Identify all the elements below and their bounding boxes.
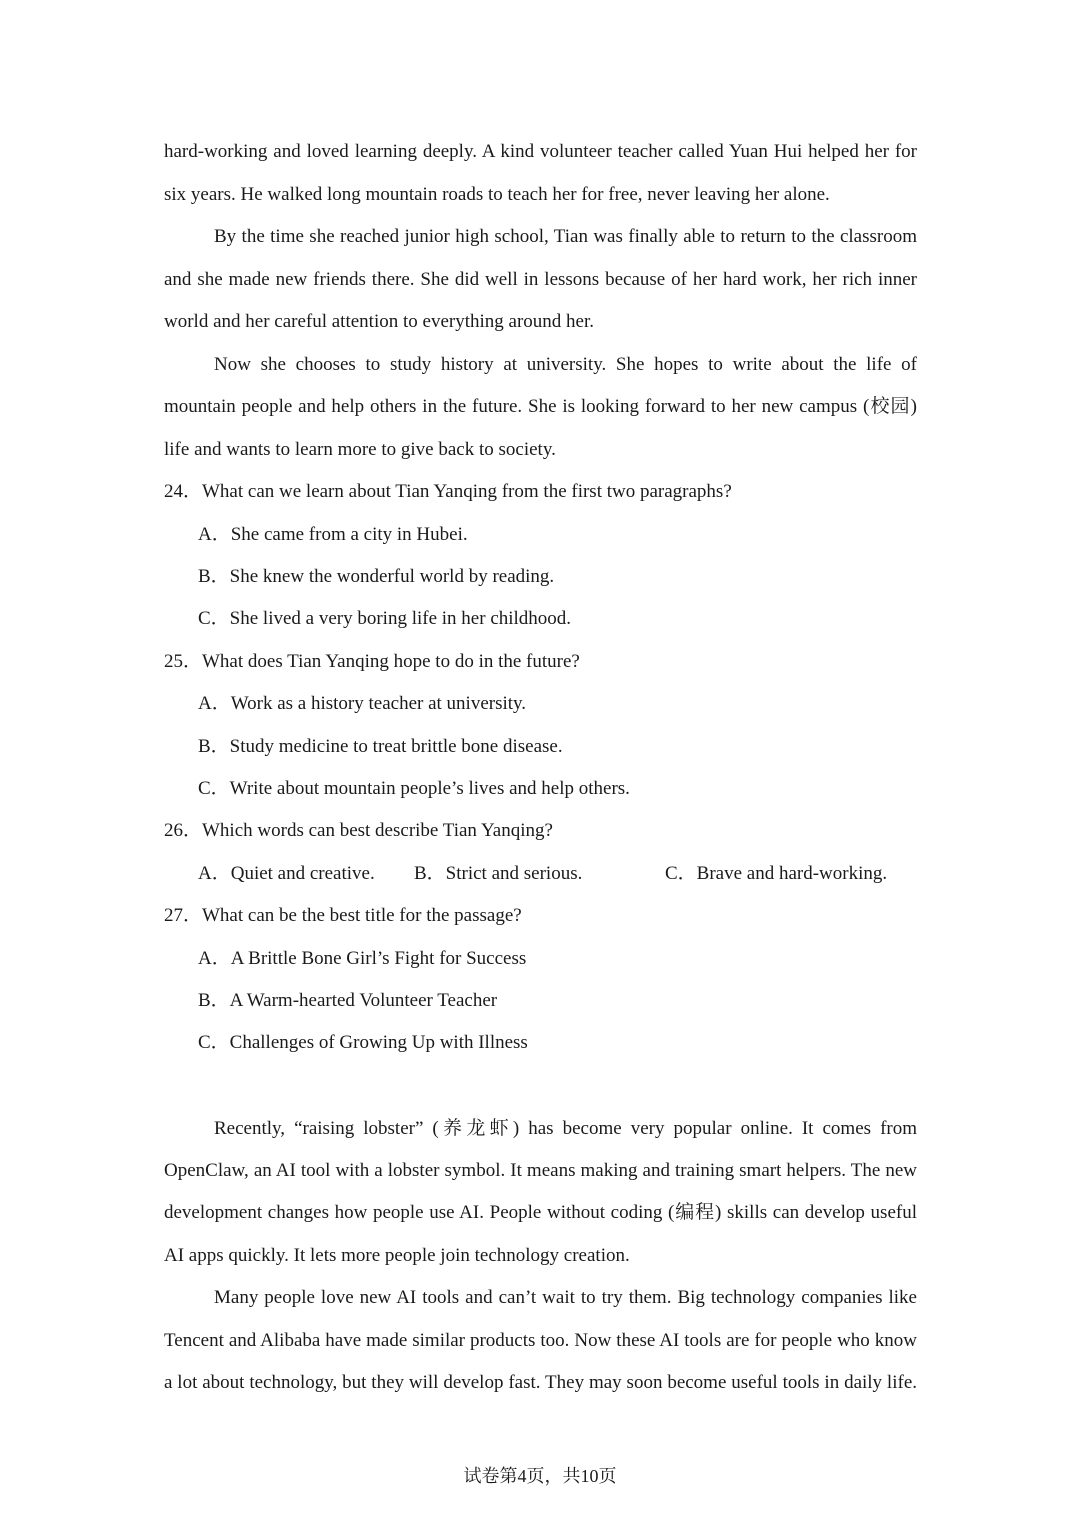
- passage-2-para-1-line-3: development changes how people use AI. People without coding (编程) skills can develop useful: [164, 1202, 917, 1223]
- passage-2-para-1-line-4: AI apps quickly. It lets more people join technology creation.: [164, 1245, 630, 1266]
- passage-2-para-2-line-1: Many people love new AI tools and can’t wait to try them. Big technology companies like: [214, 1287, 917, 1308]
- option-c: C．She lived a very boring life in her childhood.: [198, 608, 572, 629]
- passage-2-para-2-line-2: Tencent and Alibaba have made similar products too. Now these AI tools are for people who know: [164, 1330, 917, 1351]
- option-a: A．A Brittle Bone Girl’s Fight for Success: [198, 948, 527, 969]
- option-a: A．Work as a history teacher at university.: [198, 693, 527, 714]
- option-c: C．Write about mountain people’s lives and help others.: [198, 778, 630, 799]
- passage-1-para-3-line-1: Now she chooses to study history at university. She hopes to write about the life of: [214, 354, 917, 375]
- option-b: B．She knew the wonderful world by reading.: [198, 566, 555, 587]
- option-a: A．She came from a city in Hubei.: [198, 524, 468, 545]
- passage-1-para-1-line-1: hard-working and loved learning deeply. A kind volunteer teacher called Yuan Hui helped her for: [164, 141, 917, 162]
- passage-1-para-2-line-2: and she made new friends there. She did well in lessons because of her hard work, her rich inner: [164, 269, 917, 290]
- option-b: B．A Warm-hearted Volunteer Teacher: [198, 990, 498, 1011]
- option-b: B．Study medicine to treat brittle bone disease.: [198, 736, 563, 757]
- option-b: B．Strict and serious.: [414, 863, 583, 884]
- option-row: [198, 861, 918, 887]
- passage-1-para-3-line-2: mountain people and help others in the future. She is looking forward to her new campus (校园): [164, 396, 917, 417]
- option-c: C．Brave and hard-working.: [665, 863, 888, 884]
- passage-2-para-1-line-1: Recently, “raising lobster” (养龙虾) has become very popular online. It comes from: [214, 1118, 917, 1139]
- question-stem: 27．What can be the best title for the passage?: [164, 905, 522, 926]
- question-stem: 26．Which words can best describe Tian Yanqing?: [164, 820, 553, 841]
- passage-1-para-1-line-2: six years. He walked long mountain roads to teach her for free, never leaving her alone.: [164, 184, 830, 205]
- passage-2-para-1-line-2: OpenClaw, an AI tool with a lobster symbol. It means making and training smart helpers. The new: [164, 1160, 917, 1181]
- question-stem: 25．What does Tian Yanqing hope to do in the future?: [164, 651, 580, 672]
- option-c: C．Challenges of Growing Up with Illness: [198, 1032, 528, 1053]
- page-number-footer: 试卷第4页，共10页: [463, 1466, 617, 1486]
- question-stem: 24．What can we learn about Tian Yanqing from the first two paragraphs?: [164, 481, 732, 502]
- passage-1-para-3-line-3: life and wants to learn more to give back to society.: [164, 439, 556, 460]
- passage-1-para-2-line-3: world and her careful attention to everything around her.: [164, 311, 594, 332]
- option-a: A．Quiet and creative.: [198, 863, 375, 884]
- passage-1-para-2-line-1: By the time she reached junior high school, Tian was finally able to return to the classroom: [214, 226, 917, 247]
- passage-2-para-2-line-3: a lot about technology, but they will develop fast. They may soon become useful tools in daily life.: [164, 1372, 917, 1393]
